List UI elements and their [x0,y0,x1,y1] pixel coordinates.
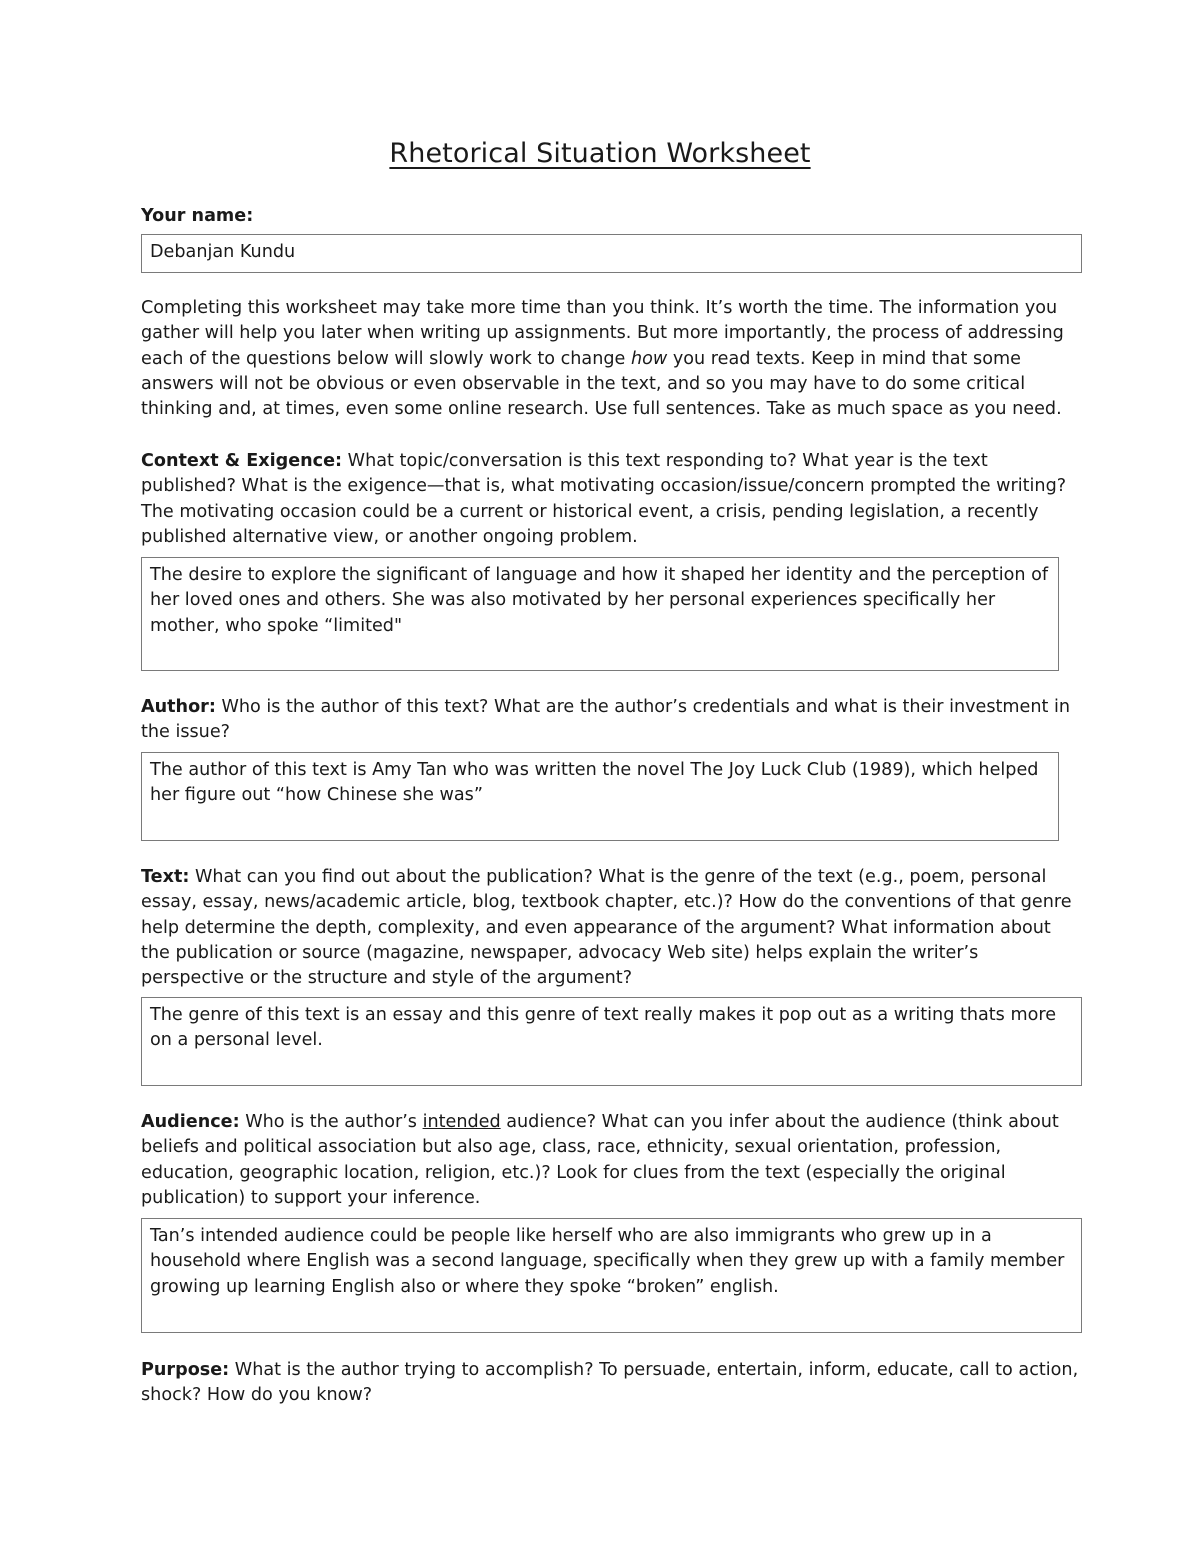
context-answer: The desire to explore the significant of language and how it shaped her identity and the perception of her loved ones and others. She was also motivated by her personal experiences specifically her mother, who spoke “limited" [150,565,1049,636]
context-question: Context & Exigence: What topic/conversation is this text responding to? What year is the text published? What is the exigence—that is, what motivating occasion/issue/concern prompted the writing? The motivating occasion could be a current or historical event, a crisis, pending legislation, a recently published alternative view, or another ongoing problem. [141,451,1067,547]
text-answer-box[interactable] [141,997,1082,1086]
audience-label: Audience: [141,1112,240,1132]
audience-question: Audience: Who is the author’s intended audience? What can you infer about the audience (think about beliefs and political association but also age, class, race, ethnicity, sexual orientation, profession, education, geographic location, religion, etc.)? Look for clues from the text (especially the original publication) to support your inference. [141,1112,1059,1208]
audience-answer-box[interactable] [141,1218,1082,1333]
purpose-label: Purpose: [141,1360,230,1380]
author-answer: The author of this text is Amy Tan who was written the novel The Joy Luck Club (1989), which helped her figure out “how Chinese she was” [150,760,1039,806]
context-answer-box[interactable] [141,557,1059,671]
intended-underlined: intended [422,1112,501,1132]
author-label: Author: [141,697,216,717]
name-field[interactable] [141,234,1082,273]
intro-italic-word: how [630,348,668,369]
text-answer: The genre of this text is an essay and this genre of text really makes it pop out as a writing thats more on a personal level. [150,1005,1057,1051]
page-title: Rhetorical Situation Worksheet [389,138,811,169]
audience-answer: Tan’s intended audience could be people like herself who are also immigrants who grew up in a household where English was a second language, specifically when they grew up with a family member growing up learning English also or where they spoke “broken” english. [150,1226,1065,1297]
name-value: Debanjan Kundu [150,242,296,262]
context-label: Context & Exigence: [141,451,343,471]
purpose-question: Purpose: What is the author trying to accomplish? To persuade, entertain, inform, educate, call to action, shock? How do you know? [141,1360,1079,1406]
author-question: Author: Who is the author of this text? What are the author’s credentials and what is their investment in the issue? [141,697,1071,743]
name-label: Your name: [141,206,254,226]
intro-paragraph: Completing this worksheet may take more time than you think. It’s worth the time. The information you gather will help you later when writing up assignments. But more importantly, the process of addressing each of the questions below will slowly work to change how you read texts. Keep in mind that some answers will not be obvious or even observable in the text, and so you may have to do some critical thinking and, at times, even some online research. Use full sentences. Take as much space as you need. [141,298,1064,420]
text-label: Text: [141,867,190,887]
author-answer-box[interactable] [141,752,1059,841]
text-question: Text: What can you find out about the publication? What is the genre of the text (e.g., poem, personal essay, essay, news/academic article, blog, textbook chapter, etc.)? How do the conventions of that genre help determine the depth, complexity, and even appearance of the argument? What information about the publication or source (magazine, newspaper, advocacy Web site) helps explain the writer’s perspective or the structure and style of the argument? [141,867,1072,989]
